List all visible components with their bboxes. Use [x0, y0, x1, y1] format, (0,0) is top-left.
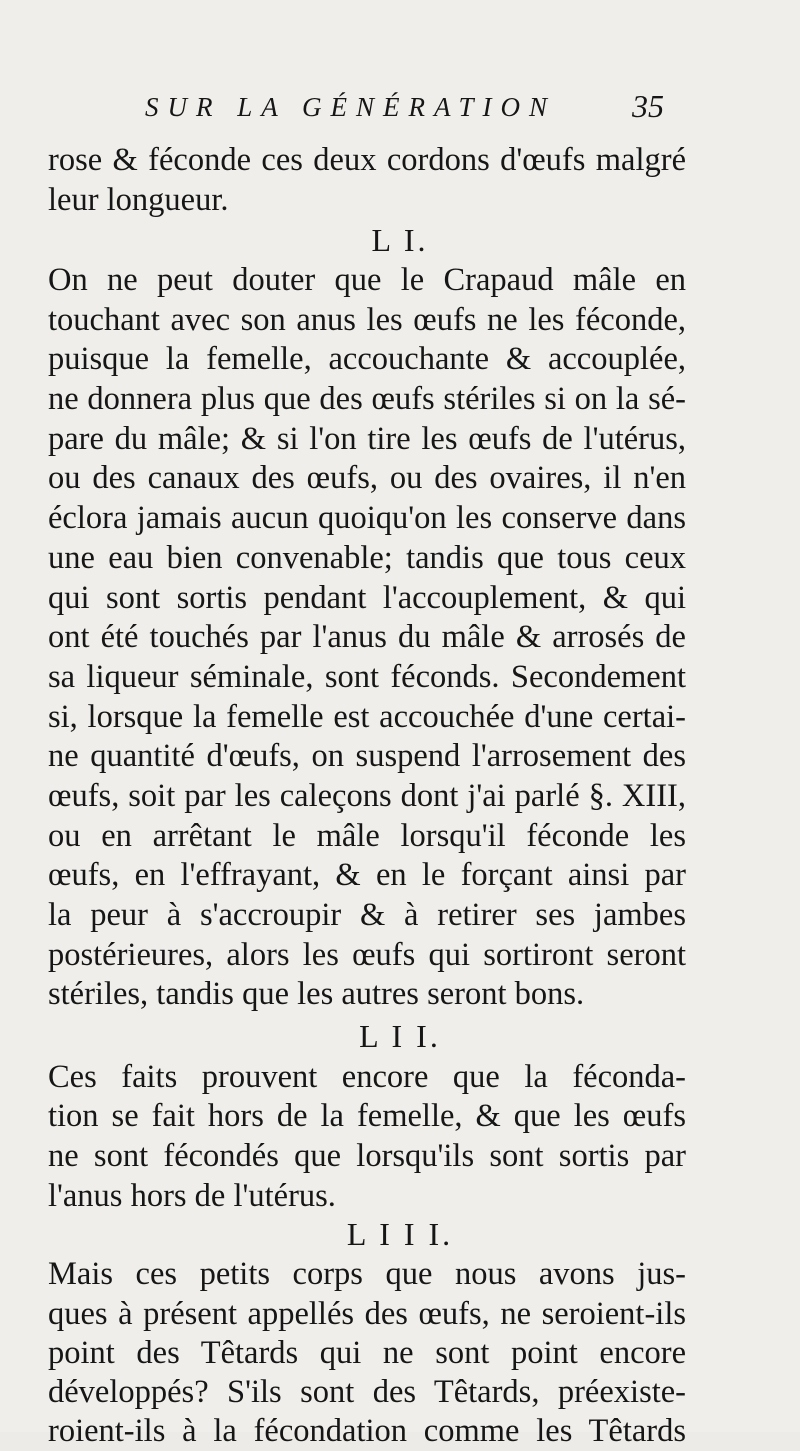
text-line: stériles, tandis que les autres seront bons. [48, 976, 585, 1012]
text-line: ne quantité d'œufs, on suspend l'arrosement des [48, 738, 686, 774]
text-line: si, lorsque la femelle est accouchée d'une certai- [48, 699, 686, 735]
text-line: développés? S'ils sont des Têtards, préexiste- [48, 1374, 686, 1410]
text-line: ne sont fécondés que lorsqu'ils sont sortis par [48, 1138, 686, 1174]
text-line: éclora jamais aucun quoiqu'on les conserve dans [48, 500, 686, 536]
section-heading: L I I I. [346, 1216, 454, 1252]
text-line: sa liqueur séminale, sont féconds. Secondement [48, 659, 686, 695]
text-line: ont été touchés par l'anus du mâle & arrosés de [48, 619, 686, 655]
paragraph-first-line: Ces faits prouvent encore que la féconda- [48, 1059, 686, 1095]
text-line: la peur à s'accroupir & à retirer ses jambes [48, 897, 686, 933]
text-line: pare du mâle; & si l'on tire les œufs de l'utérus, [48, 421, 686, 457]
text-line: touchant avec son anus les œufs ne les féconde, [48, 302, 686, 338]
text-line: ou des canaux des œufs, ou des ovaires, il n'en [48, 460, 686, 496]
text-line: qui sont sortis pendant l'accouplement, & qui [48, 580, 686, 616]
text-line: œufs, soit par les caleçons dont j'ai parlé §. XIII, [48, 778, 686, 814]
running-title: SUR LA GÉNÉRATION [145, 92, 557, 122]
text-line: tion se fait hors de la femelle, & que les œufs [48, 1098, 686, 1134]
text-line: point des Têtards qui ne sont point encore [48, 1335, 686, 1371]
text-line: roient-ils à la fécondation comme les Têtards [48, 1413, 686, 1449]
text-line: ques à présent appellés des œufs, ne seroient-ils [48, 1296, 686, 1332]
text-line: rose & féconde ces deux cordons d'œufs malgré [48, 142, 686, 178]
text-line: une eau bien convenable; tandis que tous ceux [48, 540, 686, 576]
text-line: postérieures, alors les œufs qui sortiront seront [48, 937, 686, 973]
page-number: 35 [632, 88, 664, 124]
text-line: leur longueur. [48, 182, 229, 218]
text-line: ne donnera plus que des œufs stériles si on la sé- [48, 381, 686, 417]
text-line: œufs, en l'effrayant, & en le forçant ainsi par [48, 857, 686, 893]
paragraph-first-line: On ne peut douter que le Crapaud mâle en [48, 262, 686, 298]
text-line: l'anus hors de l'utérus. [48, 1178, 336, 1214]
section-heading: L I I. [359, 1018, 441, 1054]
section-heading: L I. [371, 222, 429, 258]
text-line: puisque la femelle, accouchante & accouplée, [48, 341, 686, 377]
paragraph-first-line: Mais ces petits corps que nous avons jus- [48, 1256, 686, 1292]
text-line: ou en arrêtant le mâle lorsqu'il féconde les [48, 818, 686, 854]
